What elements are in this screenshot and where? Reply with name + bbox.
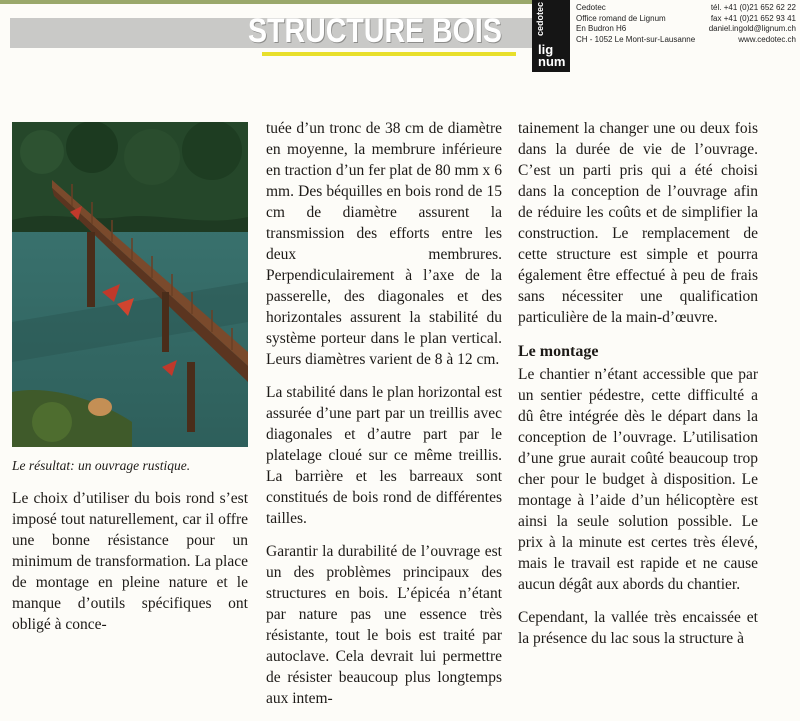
paragraph: Cependant, la vallée très encaissée et la présence du lac sous la structure à	[518, 609, 758, 647]
paragraph: tuée d’un tronc de 38 cm de diamètre en moyenne, la membrure inférieure en traction d’un fer plat de 80 mm x 6 mm. Des béquilles en bois rond de 15 cm de diamètre assurent la transmission des efforts entre les deux membrures. Perpendiculairement à l’axe de la passerelle, des diagonales et des horizontales assurent la stabilité du système porteur dans le plan vertical. Leurs diamètres varient de 8 à 12 cm.	[266, 120, 502, 368]
address-block	[576, 3, 695, 45]
lignum-logo	[532, 0, 570, 72]
logo-lignum-text: lig num	[538, 42, 566, 69]
paragraph: Le choix d’utiliser du bois rond s’est imposé tout naturellement, car il offre une bonne résistance pour un minimum de transformation. La place de montage en pleine nature et le manque d’outils spécifiques ont obligé à conce-	[12, 490, 248, 633]
section-heading: Le montage	[518, 343, 599, 360]
address-line: En Budron H6	[576, 24, 627, 33]
text-column-1	[12, 488, 248, 647]
address-line: Office romand de Lignum	[576, 13, 666, 23]
paragraph: Garantir la durabilité de l’ouvrage est un des problèmes principaux des structures en bois. L’épicéa n’étant par nature pas une essence très résistante, tout le bois est traité par autoclave. Cela devrait lui permettre de résister beaucoup plus longtemps aux intem-	[266, 543, 502, 707]
logo-cedotec-text: cedotec	[535, 2, 545, 37]
fax-line: fax +41 (0)21 652 93 41	[710, 13, 796, 23]
website-link[interactable]: www.cedotec.ch	[738, 34, 796, 44]
section-title: STRUCTURE BOIS	[248, 12, 502, 50]
text-column-3	[518, 118, 758, 661]
paragraph: tainement la changer une ou deux fois dans la durée de vie de l’ouvrage. C’est un parti pris qui a été choisi dans la conception de l’ouvrage afin de réduire les coûts et de simplifier la construction. Le remplacement de cette structure est simple et pourra également être effectué à peu de frais sans nécessiter une qualification particulière de la main-d’œuvre.	[518, 120, 758, 326]
photo-caption: Le résultat: un ouvrage rustique.	[12, 458, 191, 473]
paragraph: Le chantier n’étant accessible que par un sentier pédestre, cette difficulté a dû être intégrée dès le départ dans la conception de l’ouvrage. L’utilisation d’une grue aurait coûté beaucoup trop cher pour le budget à disposition. Le montage à l’aide d’un hélicoptère est ainsi la seule solution possible. Le prix à la minute est certes très élevé, mais le travail est rapide et ne cause aucun dégât aux abords du chantier.	[518, 366, 758, 593]
address-line: Cedotec	[576, 3, 606, 12]
text-column-2	[266, 118, 502, 721]
phone-line: tél. +41 (0)21 652 62 22	[710, 3, 796, 12]
title-underline	[262, 52, 516, 56]
bridge-photo-illustration	[12, 122, 248, 447]
top-accent-stripe	[0, 0, 532, 4]
contact-block	[709, 3, 796, 45]
email-link[interactable]: daniel.ingold@lignum.ch	[708, 24, 796, 33]
address-line: CH - 1052 Le Mont-sur-Lausanne	[576, 34, 696, 44]
paragraph: La stabilité dans le plan horizontal est assurée d’une part par un treillis avec diagonales et d’autre part par le platelage cloué sur ce même treillis. La barrière et les barreaux sont constitués de bois rond de différentes tailles.	[266, 384, 502, 527]
bridge-photo	[12, 122, 248, 447]
